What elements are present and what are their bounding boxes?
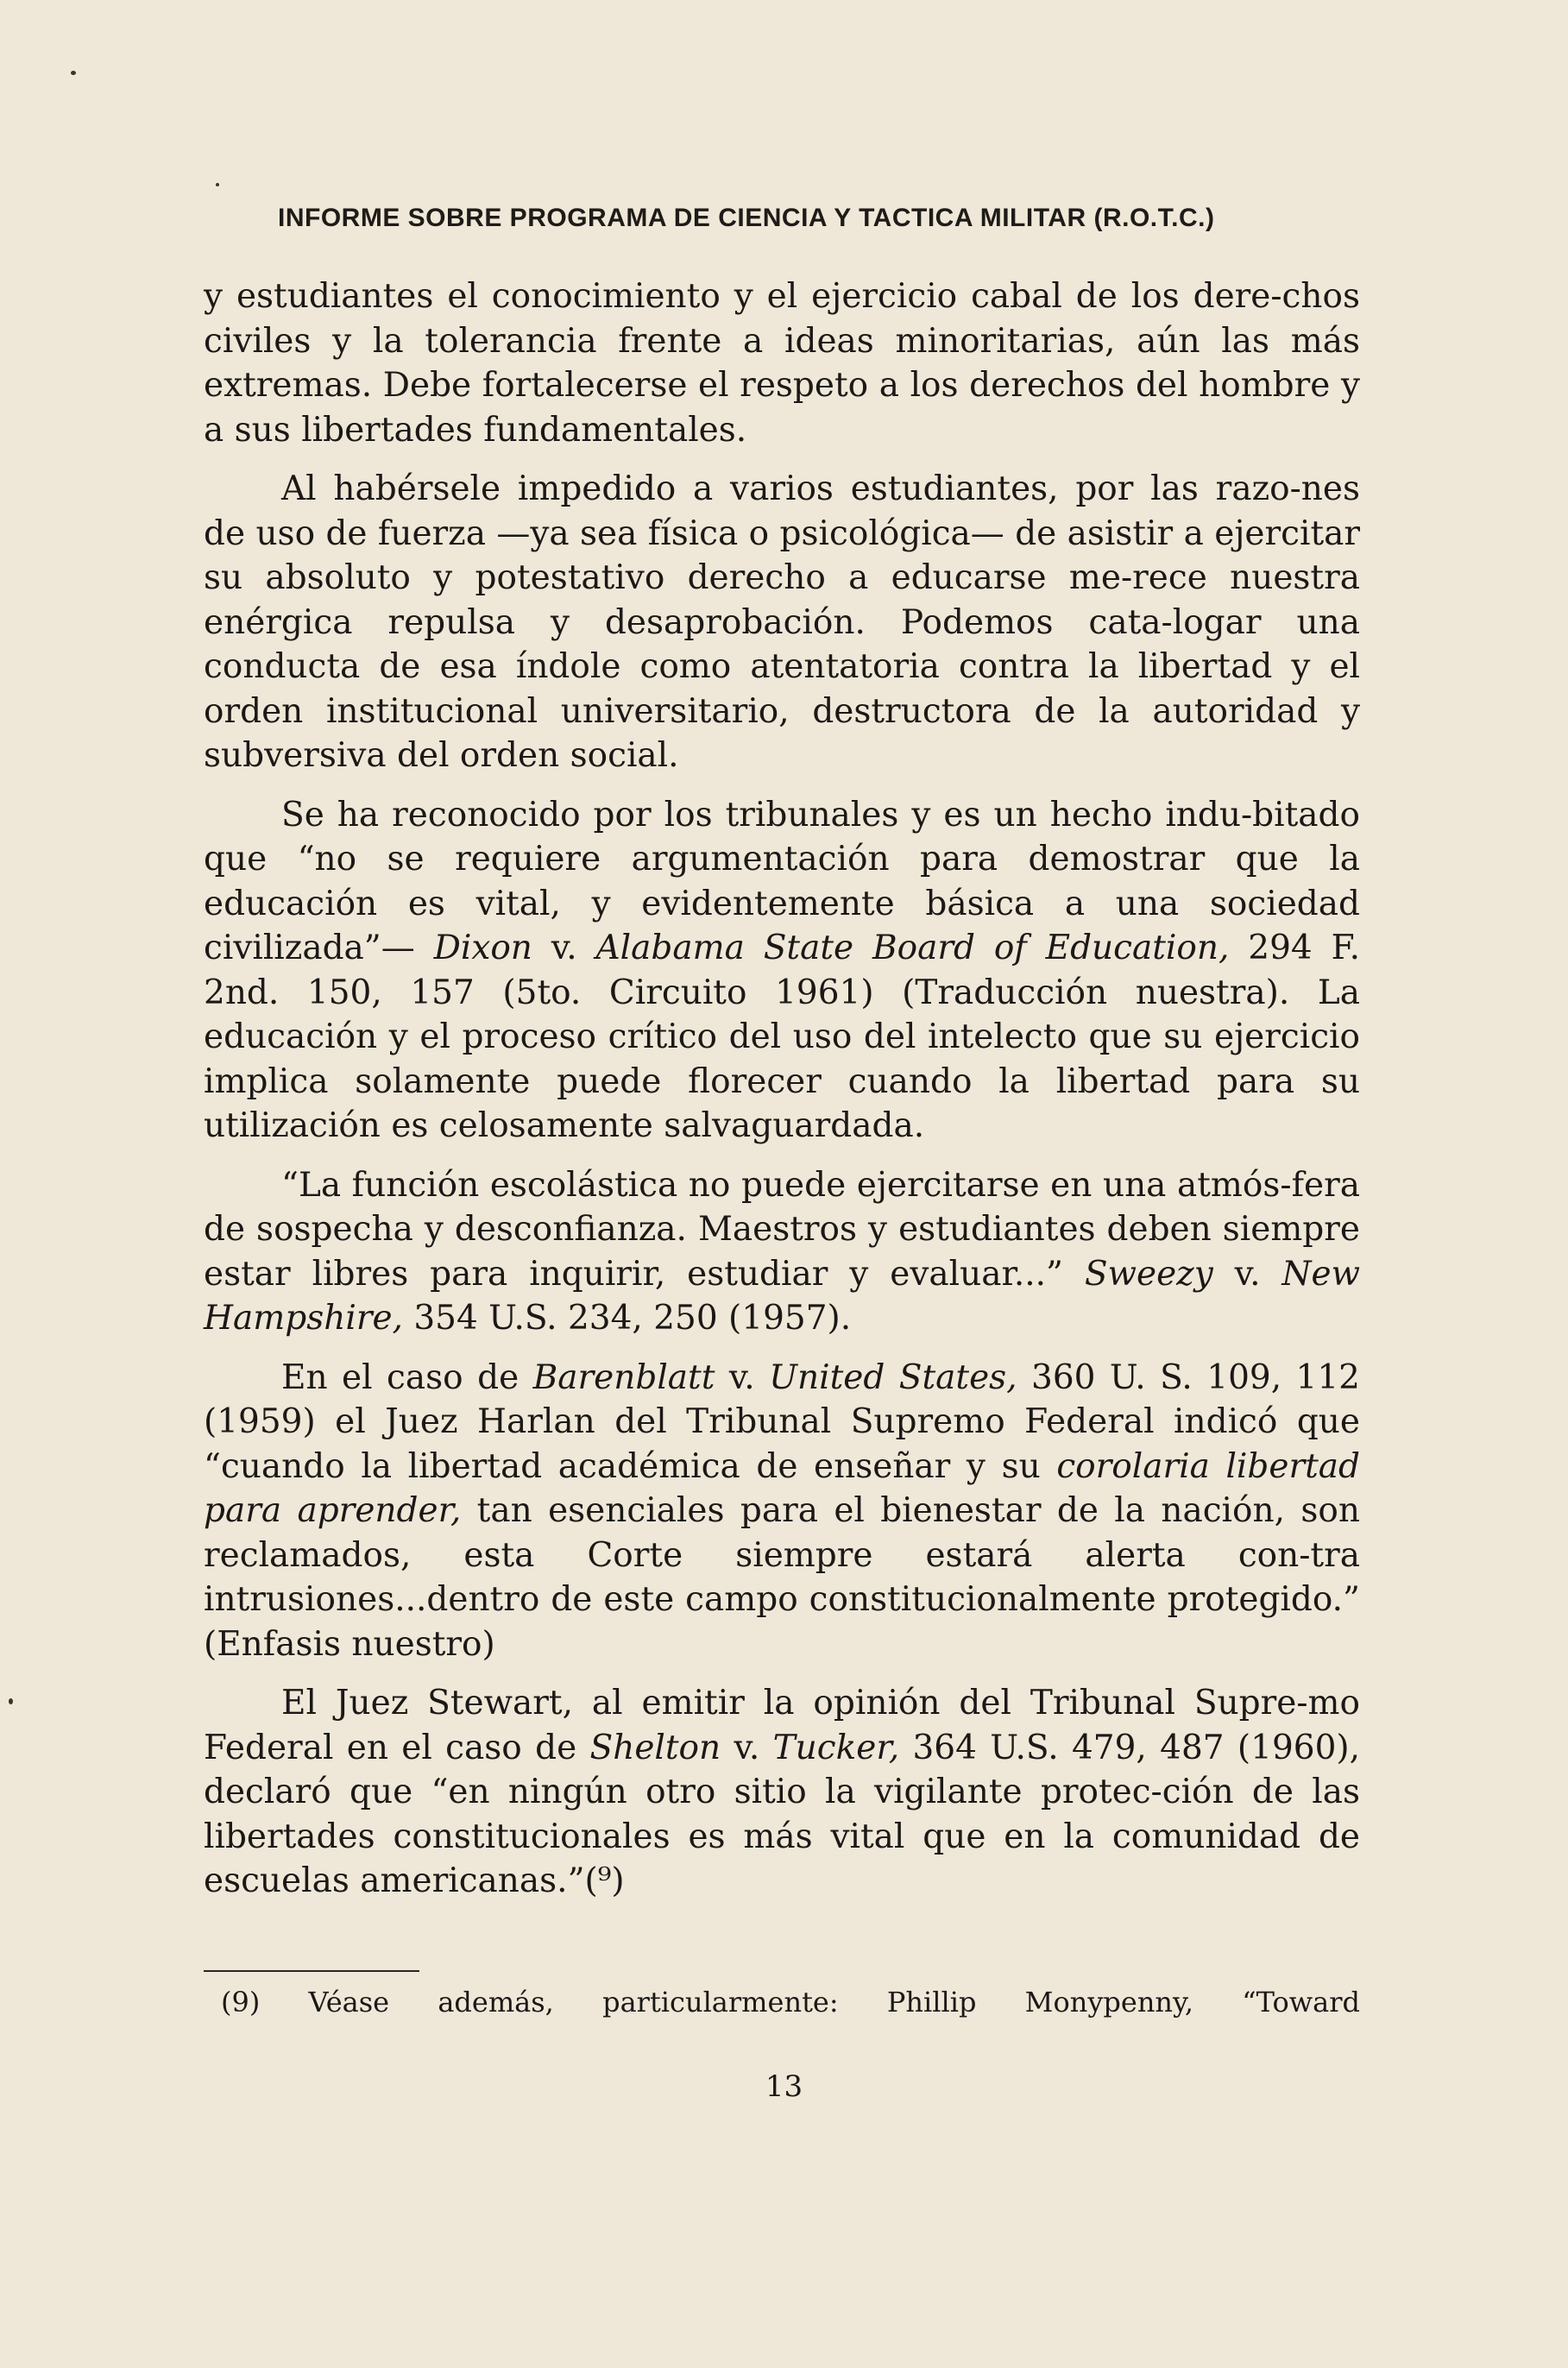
text-run: tan esenciales para el bienestar de la nación, son reclamados, esta Corte siempre estará alerta con-tra intrusiones...dentro de este campo constitucionalmente protegido.” (Enfasis nuestro) [204, 1491, 1360, 1664]
case-name: Shelton [589, 1728, 721, 1767]
text-run: 364 U.S. 479, 487 (1960), declaró que “en ningún otro sitio la vigilante protec-ción de las libertades constitucionales es más vital que en la comunidad de escuelas americanas.”(⁹) [204, 1728, 1360, 1900]
text-run: 360 U. S. 109, 112 (1959) el Juez Harlan del Tribunal Supremo Federal indicó que “cuando la libertad académica de enseñar y su [204, 1357, 1360, 1486]
case-name: United States, [769, 1357, 1017, 1397]
paragraph [204, 1681, 1360, 1904]
print-speck [9, 1698, 13, 1704]
footnote-rule [204, 1970, 419, 1972]
page-number: 13 [765, 2069, 803, 2104]
footnote: (9) Véase además, particularmente: Phillip Monypenny, “Toward [221, 1986, 1360, 2018]
text-run: v. [721, 1728, 773, 1767]
case-name: Barenblatt [532, 1357, 715, 1397]
body-text [204, 274, 1360, 1918]
paragraph [204, 1163, 1360, 1341]
text-run: Se ha reconocido por los tribunales y es un hecho indu-bitado que “no se requiere argumentación para demostrar que la educación es vital, y evidentemente básica a una sociedad civilizada”— [204, 795, 1360, 967]
case-name: New Hampshire, [204, 1254, 1360, 1338]
text-run: 294 F. 2nd. 150, 157 (5to. Circuito 1961) (Traducción nuestra). La educación y el proceso crítico del uso del intelecto que su ejercicio implica solamente puede florecer cuando la libertad para su utilización es celosamente salvaguardada. [204, 929, 1360, 1145]
case-name: Tucker, [772, 1728, 900, 1767]
emphasis: corolaria libertad para aprender, [204, 1446, 1360, 1530]
paragraph [204, 1356, 1360, 1667]
paragraph: Al habérsele impedido a varios estudiantes, por las razo-nes de uso de fuerza —ya sea física o psicológica— de asistir a ejercitar su absoluto y potestativo derecho a educarse me-rece nuestra enérgica repulsa y desaprobación. Podemos cata-logar una conducta de esa índole como atentatoria contra la libertad y el orden institucional universitario, destructora de la autoridad y subversiva del orden social. [204, 469, 1361, 775]
paragraph [204, 793, 1360, 1149]
print-speck [216, 183, 219, 186]
running-header: INFORME SOBRE PROGRAMA DE CIENCIA Y TACTICA MILITAR (R.O.T.C.) [278, 204, 1215, 232]
case-name: Alabama State Board of Education, [595, 929, 1230, 967]
text-run: En el caso de [281, 1357, 533, 1397]
print-speck [71, 71, 76, 75]
paragraph: y estudiantes el conocimiento y el ejercicio cabal de los dere-chos civiles y la tolerancia frente a ideas minoritarias, aún las más extremas. Debe fortalecerse el respeto a los derechos del hombre y a sus libertades fundamentales. [204, 277, 1360, 450]
case-name: Dixon [433, 929, 532, 967]
text-run: v. [715, 1357, 770, 1397]
text-run: El Juez Stewart, al emitir la opinión del Tribunal Supre-mo Federal en el caso de [204, 1684, 1360, 1767]
text-run: v. [532, 929, 596, 967]
text-run: v. [1212, 1254, 1282, 1294]
case-name: Sweezy [1084, 1254, 1213, 1294]
text-run: “La función escolástica no puede ejercitarse en una atmós-fera de sospecha y desconfianza. Maestros y estudiantes deben siempre estar libres para inquirir, estudiar y evaluar...” [204, 1165, 1360, 1294]
text-run: 354 U.S. 234, 250 (1957). [402, 1299, 852, 1338]
